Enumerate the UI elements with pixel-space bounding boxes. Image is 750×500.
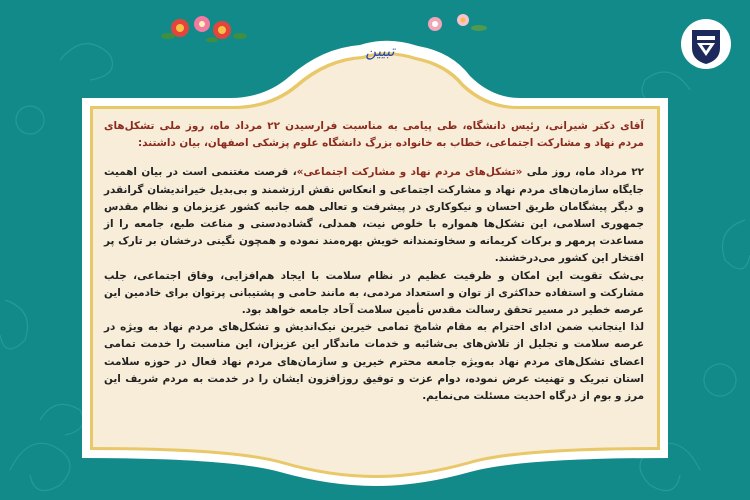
paragraph-1 xyxy=(104,164,644,267)
day-title-highlight: «تشکل‌های مردم نهاد و مشارکت اجتماعی» xyxy=(296,166,523,179)
intro-text: آقای دکتر شیرانی، رئیس دانشگاه، طی پیامی به مناسبت فرارسیدن ۲۲ مرداد ماه، روز ملی تشکل‌های مردم نهاد و مشارکت اجتماعی، خطاب به خانواده بزرگ دانشگاه علوم پزشکی اصفهان، بیان داشتند: xyxy=(104,120,644,150)
flower-bouquet-icon xyxy=(160,8,250,48)
signature-mark: تبیین xyxy=(365,42,395,60)
paragraph-2: بی‌شک تقویت این امکان و ظرفیت عظیم در نظام سلامت با ایجاد هم‌افزایی، وفاق اجتماعی، جلب مشارکت و استفاده حداکثری از توان و استعداد مردمی، به مانند حامی و پشتیبانی پرتوان برای خادمین این عرصه خطیر در مسیر تحقق رسالت مقدس تأمین سلامت آحاد جامعه خواهد بود. xyxy=(104,269,644,317)
paragraph-1-start: ۲۲ مرداد ماه، روز ملی xyxy=(526,166,645,179)
paragraph-1-rest: ، فرصت مغتنمی است در بیان اهمیت جایگاه سازمان‌های مردم نهاد و مشارکت اجتماعی و انعکاس نقش ارزشمند و بی‌بدیل خیراندیشان گرانقدر و دیگر پیشگامان طریق احسان و نیکوکاری در پیشرفت و تعالی همه جانبه کشور عزیزمان و نظام مقدس جمهوری اسلامی، این تشکل‌ها همواره با خلوص نیت، همدلی، گشاده‌دستی و مناعت طبع، جامعه را از مساعدت پرمهر و برکات کریمانه و سخاوتمندانه خویش بهره‌مند نموده و همچون نگینی درخشان بر تارک پر افتخار این کشور می‌درخشند. xyxy=(104,166,644,265)
paragraph-3: لذا اینجانب ضمن ادای احترام به مقام شامخ تمامی خیرین نیک‌اندیش و تشکل‌های مردم نهاد به ویژه در عرصه سلامت و تجلیل از تلاش‌های بی‌شائبه و خدمات ماندگار این عزیزان، این مناسبت را خدمت تمامی اعضای تشکل‌های مردم نهاد به‌ویژه جامعه محترم خیرین و سازمان‌های مردم نهاد فعال در حوزه سلامت استان تبریک و تهنیت عرض نموده، دوام عزت و توفیق روزافزون ایشان را در خدمت به مردم شریف این مرز و بوم از درگاه احدیت مسئلت می‌نمایم. xyxy=(104,321,644,403)
message-content xyxy=(104,118,644,444)
flower-branch-icon xyxy=(415,8,495,40)
university-shield-icon xyxy=(680,18,732,70)
